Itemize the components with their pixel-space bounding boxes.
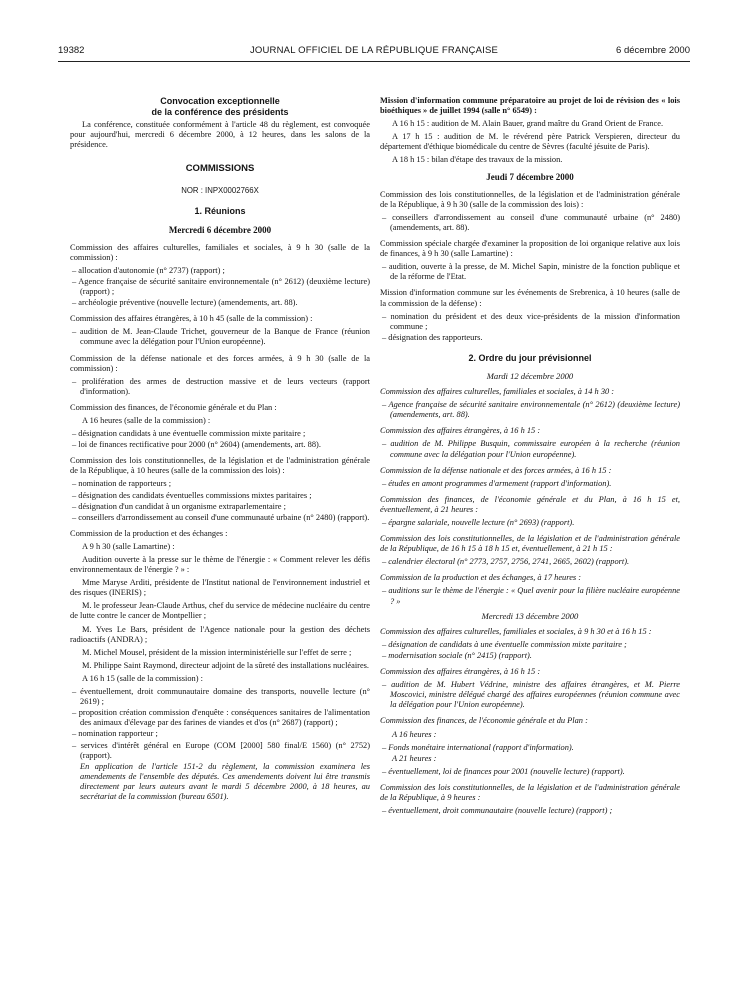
meeting-heading: Commission de la production et des échanges : (70, 528, 228, 538)
audition-text: Audition ouverte à la presse sur le thème de l'énergie : « Comment relever les défis environnementaux de l'énergie ? » : (70, 555, 370, 575)
meeting-heading: Mission d'information commune sur les événements de Srebrenica, à 10 heures (salle de la commission de la défense) : (380, 288, 680, 308)
meeting-heading: Commission de la production et des échanges, à 17 heures : (380, 573, 582, 583)
page-number: 19382 (58, 45, 85, 56)
agenda-item: – éventuellement, loi de finances pour 2001 (nouvelle lecture) (rapport). (382, 766, 625, 776)
agenda-item: – désignation de candidats à une éventuelle commission mixte paritaire ; (382, 639, 627, 649)
meeting-time: A 16 heures (salle de la commission) : (82, 415, 211, 425)
left-column (70, 96, 370, 805)
agenda-item: – désignation candidats à une éventuelle commission mixte paritaire ; (72, 429, 306, 439)
audition-text: M. Yves Le Bars, président de l'Agence nationale pour la gestion des déchets radioactifs (ANDRA) ; (70, 624, 370, 644)
audition-text: A 18 h 15 : bilan d'étape des travaux de la mission. (392, 155, 563, 165)
meeting-heading: Commission des affaires étrangères, à 16 h 15 : (380, 426, 541, 436)
meeting-heading: Commission de la défense nationale et des forces armées, à 16 h 15 : (380, 465, 612, 475)
agenda-item: – modernisation sociale (n° 2415) (rapport). (382, 650, 532, 660)
commissions-heading: COMMISSIONS (185, 163, 255, 175)
audition-text: Mme Maryse Arditi, présidente de l'Institut national de l'environnement industriel et des risques (INERIS) ; (70, 578, 370, 598)
audition-text: M. Philippe Saint Raymond, directeur adjoint de la sûreté des installations nucléaires. (82, 660, 370, 670)
meeting-time: A 16 h 15 (salle de la commission) : (82, 673, 203, 683)
day-heading: Mercredi 13 décembre 2000 (481, 610, 579, 621)
meeting-heading: Commission des affaires culturelles, familiales et sociales, à 14 h 30 : (380, 387, 615, 397)
convocation-title-line-2: de la conférence des présidents (151, 106, 289, 117)
ordre-du-jour-heading: 2. Ordre du jour prévisionnel (468, 352, 592, 363)
agenda-item: – services d'intérêt général en Europe (COM [2000] 580 final/E 1560) (n° 2752) (rapport). (72, 740, 370, 760)
agenda-item: – Agence française de sécurité sanitaire environnementale (n° 2612) (deuxième lecture) (rapport) ; (72, 276, 370, 297)
agenda-item: – audition de M. Philippe Busquin, commissaire européen à la recherche (réunion commune avec la délégation pour l'Union européenne). (382, 439, 680, 459)
agenda-item: – études en amont programmes d'armement (rapport d'information). (382, 478, 612, 488)
agenda-item: – Agence française de sécurité sanitaire environnementale (n° 2612) (deuxième lecture) (amendements, art. 88). (382, 400, 680, 420)
nor-reference: NOR : INPX0002766X (181, 186, 259, 196)
audition-text: M. le professeur Jean-Claude Arthus, chef du service de médecine nucléaire du centre de lutte contre le cancer de Montpellier ; (70, 601, 370, 621)
meeting-heading: Commission des lois constitutionnelles, de la législation et de l'administration générale de la République, de 16 h 15 à 18 h 15 et, éventuellement, à 21 h 15 : (380, 534, 680, 554)
meeting-heading: Commission des lois constitutionnelles, de la législation et de l'administration générale de la République, à 9 h 30 (salle de la commission des lois) : (380, 189, 680, 209)
agenda-item: – désignation des candidats éventuelles commissions mixtes paritaires ; (72, 490, 312, 500)
procedure-note: En application de l'article 151-2 du règlement, la commission examinera les amendements de l'ensemble des députés. Ces amendements doivent lui être transmis directement par leurs auteurs avant le mardi 5 décembre 2000, à 18 heures, au secrétariat de la commission (bureau 6501). (80, 761, 370, 801)
meeting-time: A 16 heures : (392, 729, 437, 739)
agenda-item: – proposition création commission d'enquête : conséquences sanitaires de l'alimentation des animaux d'élevage par des farines de viandes et d'os (n° 2687) (rapport) ; (72, 708, 370, 728)
meeting-time: A 21 heures : (392, 753, 437, 763)
agenda-item: – nomination du président et des deux vice-présidents de la mission d'information commune ; (382, 311, 680, 331)
agenda-item: – audition de M. Hubert Védrine, ministre des affaires étrangères, et M. Pierre Moscovici, ministre délégué chargé des affaires européennes (réunion commune avec la délégation pour l'Union européenne). (382, 680, 680, 710)
meeting-heading: Commission des affaires étrangères, à 16 h 15 : (380, 667, 541, 677)
meeting-heading: Commission des finances, de l'économie générale et du Plan : (70, 402, 277, 412)
meeting-heading: Commission spéciale chargée d'examiner la proposition de loi organique relative aux lois de finances, à 9 h 30 (salle Lamartine) : (380, 239, 680, 259)
agenda-item: – éventuellement, droit communautaire (nouvelle lecture) (rapport) ; (382, 806, 613, 816)
agenda-item: – audition, ouverte à la presse, de M. Michel Sapin, ministre de la fonction publique et de la réforme de l'Etat. (382, 262, 680, 282)
meeting-heading: Commission des lois constitutionnelles, de la législation et de l'administration générale de la République, à 9 heures : (380, 782, 680, 802)
agenda-item: – conseillers d'arrondissement au conseil d'une communauté urbaine (n° 2480) (amendements, art. 88). (382, 212, 680, 232)
meeting-time: A 9 h 30 (salle Lamartine) : (82, 541, 175, 551)
meeting-heading: Commission des affaires étrangères, à 10 h 45 (salle de la commission) : (70, 314, 313, 324)
convocation-title (70, 96, 370, 117)
meeting-heading: Commission des lois constitutionnelles, de la législation et de l'administration générale de la République, à 10 heures (salle de la commission des lois) : (70, 456, 370, 476)
meeting-heading: Commission de la défense nationale et des forces armées, à 9 h 30 (salle de la commission) : (70, 353, 370, 373)
page-header (58, 45, 690, 62)
day-heading: Mardi 12 décembre 2000 (486, 370, 574, 381)
audition-text: A 17 h 15 : audition de M. le révérend père Patrick Verspieren, directeur du département d'éthique biomédicale du centre de Sèvres (faculté jésuite de Paris). (380, 132, 680, 152)
day-heading: Jeudi 7 décembre 2000 (486, 171, 574, 182)
meeting-heading: Mission d'information commune préparatoire au projet de loi de révision des « lois bioéthiques » de juillet 1994 (salle n° 6549) : (380, 96, 680, 116)
agenda-item: – calendrier électoral (n° 2773, 2757, 2756, 2741, 2665, 2602) (rapport). (382, 557, 630, 567)
agenda-item: – nomination de rapporteurs ; (72, 479, 172, 489)
agenda-item: – loi de finances rectificative pour 2000 (n° 2604) (amendements, art. 88). (72, 440, 321, 450)
agenda-item: – désignation d'un candidat à un organisme extraparlementaire ; (72, 501, 286, 511)
convocation-text: La conférence, constituée conformément à l'article 48 du règlement, est convoquée pour aujourd'hui, mercredi 6 décembre 2000, à 12 heures, dans les salons de la présidence. (70, 120, 370, 150)
agenda-item: – allocation d'autonomie (n° 2737) (rapport) ; (72, 265, 225, 275)
convocation-title-line-1: Convocation exceptionnelle (160, 96, 280, 106)
header-date: 6 décembre 2000 (616, 45, 690, 56)
agenda-item: – archéologie préventive (nouvelle lecture) (amendements, art. 88). (72, 298, 298, 308)
right-column (380, 96, 680, 817)
meeting-heading: Commission des affaires culturelles, familiales et sociales, à 9 h 30 et à 16 h 15 : (380, 626, 652, 636)
agenda-item: – nomination rapporteur ; (72, 729, 158, 739)
agenda-item: – éventuellement, droit communautaire domaine des transports, nouvelle lecture (n° 2619) ; (72, 687, 370, 707)
agenda-item: – auditions sur le thème de l'énergie : « Quel avenir pour la filière nucléaire européenne ? » (382, 586, 680, 606)
day-heading: Mercredi 6 décembre 2000 (168, 224, 272, 235)
agenda-item: – conseillers d'arrondissement au conseil d'une communauté urbaine (n° 2480) (rapport). (72, 512, 370, 522)
journal-title: JOURNAL OFFICIEL DE LA RÉPUBLIQUE FRANÇAISE (249, 45, 499, 56)
audition-text: M. Michel Mousel, président de la mission interministérielle sur l'effet de serre ; (82, 647, 352, 657)
agenda-item: – épargne salariale, nouvelle lecture (n° 2693) (rapport). (382, 518, 575, 527)
agenda-item: – Fonds monétaire international (rapport d'information). (382, 742, 574, 752)
meeting-heading: Commission des finances, de l'économie générale et du Plan, à 16 h 15 et, éventuellement, à 21 heures : (380, 494, 680, 514)
audition-text: A 16 h 15 : audition de M. Alain Bauer, grand maître du Grand Orient de France. (392, 119, 664, 129)
agenda-item: – prolifération des armes de destruction massive et de leurs vecteurs (rapport d'information). (72, 376, 370, 396)
meeting-heading: Commission des finances, de l'économie générale et du Plan : (380, 716, 588, 726)
reunions-heading: 1. Réunions (194, 206, 246, 217)
meeting-heading: Commission des affaires culturelles, familiales et sociales, à 9 h 30 (salle de la commission) : (70, 242, 370, 262)
agenda-item: – audition de M. Jean-Claude Trichet, gouverneur de la Banque de France (réunion commune avec la délégation pour l'Union européenne). (72, 327, 370, 347)
agenda-item: – désignation des rapporteurs. (382, 332, 483, 342)
